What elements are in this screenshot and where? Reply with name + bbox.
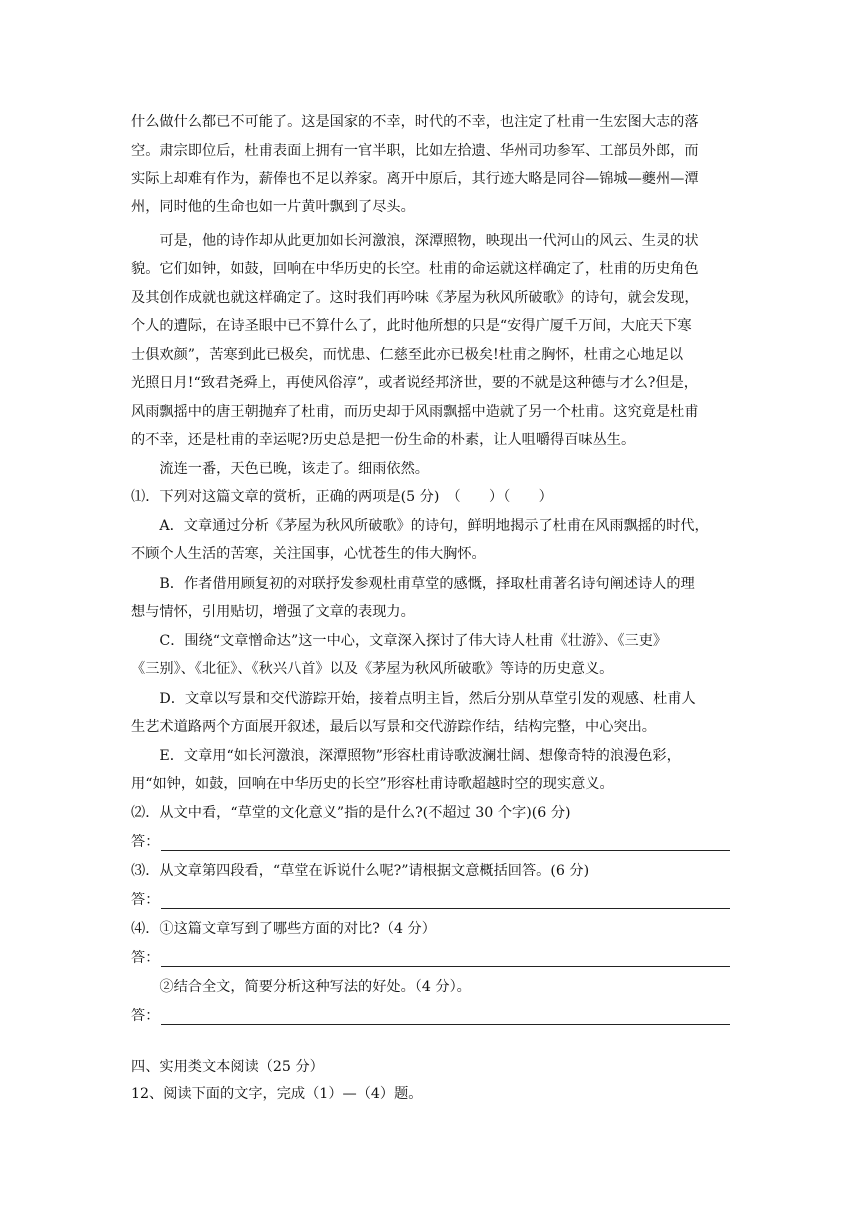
paragraph-2-line: 貌。它们如钟，如鼓，回响在中华历史的长空。杜甫的命运就这样确定了，杜甫的历史角色	[131, 261, 699, 277]
question-12-stem: 12、阅读下面的文字，完成（1）—（4）题。	[131, 1086, 423, 1102]
answer-label: 答：	[131, 834, 160, 850]
paragraph-1-line: 什么做什么都已不可能了。这是国家的不幸，时代的不幸，也注定了杜甫一生宏图大志的落	[131, 114, 699, 130]
question-4-sub-stem: ②结合全文，简要分析这种写法的好处。（4 分）。	[131, 979, 471, 995]
answer-line[interactable]	[161, 966, 730, 967]
option-b: B．作者借用顾复初的对联抒发参观杜甫草堂的感慨，择取杜甫著名诗句阐述诗人的理	[131, 576, 695, 592]
question-1-stem: ⑴．下列对这篇文章的赏析，正确的两项是(5 分) （ ）（ ）	[131, 489, 553, 505]
option-e: E．文章用“如长河激浪，深潭照物”形容杜甫诗歌波澜壮阔、想像奇特的浪漫色彩，	[131, 748, 681, 764]
section-4-heading: 四、实用类文本阅读（25 分）	[131, 1059, 324, 1075]
paragraph-2-line: 风雨飘摇中的唐王朝抛弃了杜甫，而历史却于风雨飘摇中造就了另一个杜甫。这究竟是杜甫	[131, 404, 699, 420]
option-d: 生艺术道路两个方面展开叙述，最后以写景和交代游踪作结，结构完整，中心突出。	[131, 719, 656, 735]
paragraph-2-line: 可是，他的诗作却从此更加如长河激浪，深潭照物，映现出一代河山的风云、生灵的状	[131, 233, 699, 249]
paragraph-1-line: 实际上却难有作为，薪俸也不足以养家。离开中原后，其行迹大略是同谷—锦城—夔州—潭	[131, 171, 699, 187]
answer-label: 答：	[131, 950, 160, 966]
question-3-stem: ⑶．从文章第四段看，“草堂在诉说什么呢?”请根据文意概括回答。(6 分)	[131, 863, 590, 879]
paragraph-1-line: 空。肃宗即位后，杜甫表面上拥有一官半职，比如左拾遗、华州司功参军、工部员外郎，而	[131, 143, 699, 159]
paragraph-1-line: 州，同时他的生命也如一片黄叶飘到了尽头。	[131, 199, 415, 215]
option-c: 《三别》、《北征》、《秋兴八首》以及《茅屋为秋风所破歌》等诗的历史意义。	[131, 661, 614, 677]
paragraph-2-line: 个人的遭际，在诗圣眼中已不算什么了，此时他所想的只是“安得广厦千万间，大庇天下寒	[131, 318, 692, 334]
answer-label: 答：	[131, 892, 160, 908]
option-a: A．文章通过分析《茅屋为秋风所破歌》的诗句，鲜明地揭示了杜甫在风雨飘摇的时代，	[131, 518, 709, 534]
option-b: 想与情怀，引用贴切，增强了文章的表现力。	[131, 604, 415, 620]
paragraph-2-line: 及其创作成就也就这样确定了。这时我们再吟味《茅屋为秋风所破歌》的诗句，就会发现，	[131, 290, 699, 306]
question-4-stem: ⑷．①这篇文章写到了哪些方面的对比?（4 分）	[131, 921, 436, 937]
paragraph-2-line: 的不幸，还是杜甫的幸运呢?历史总是把一份生命的朴素，让人咀嚼得百味丛生。	[131, 432, 636, 448]
question-2-stem: ⑵．从文中看，“草堂的文化意义”指的是什么?(不超过 30 个字)(6 分)	[131, 805, 571, 821]
option-c: C．围绕“文章憎命达”这一中心，文章深入探讨了伟大诗人杜甫《壮游》、《三吏》	[131, 633, 668, 649]
paragraph-3: 流连一番，天色已晚，该走了。细雨依然。	[131, 461, 429, 477]
option-a: 不顾个人生活的苦寒，关注国事，心忧苍生的伟大胸怀。	[131, 546, 486, 562]
answer-line[interactable]	[161, 908, 730, 909]
option-d: D．文章以写景和交代游踪开始，接着点明主旨，然后分别从草堂引发的观感、杜甫人	[131, 691, 696, 707]
paragraph-2-line: 士俱欢颜”，苦寒到此已极矣，而忧患、仁慈至此亦已极矣!杜甫之胸怀，杜甫之心地足以	[131, 347, 684, 363]
answer-label: 答：	[131, 1008, 160, 1024]
paragraph-2-line: 光照日月!“致君尧舜上，再使风俗淳”，或者说经邦济世，要的不就是这种德与才么?但是，	[131, 375, 698, 391]
answer-line[interactable]	[161, 1024, 730, 1025]
option-e: 用“如钟，如鼓，回响在中华历史的长空”形容杜甫诗歌超越时空的现实意义。	[131, 776, 614, 792]
answer-line[interactable]	[161, 850, 730, 851]
